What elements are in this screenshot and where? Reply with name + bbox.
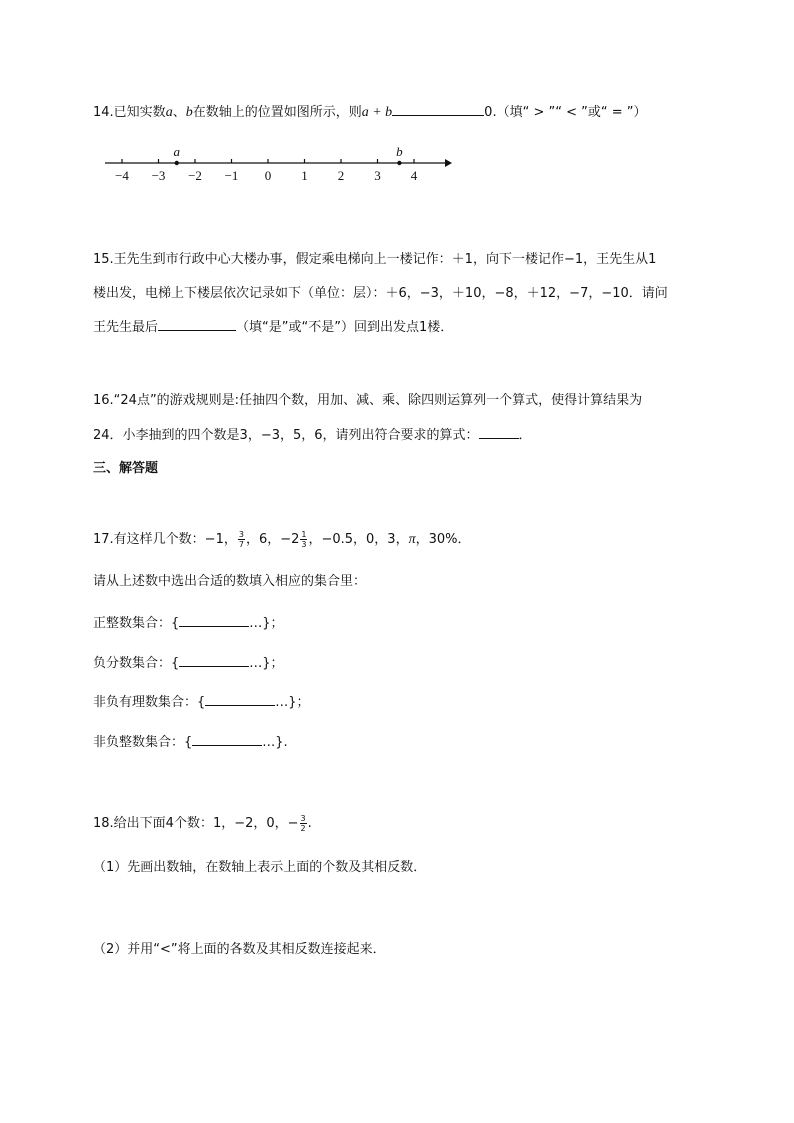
q17-instruction: 请从上述数中选出合适的数填入相应的集合里： xyxy=(93,574,367,589)
q18-end: . xyxy=(307,816,312,831)
point-b-marker xyxy=(397,161,401,165)
point-b-label: b xyxy=(396,144,403,159)
question-16-line-1: 16.“24点”的游戏规则是:任抽四个数，用加、减、乘、除四则运算列一个算式，使得计算结果为 xyxy=(93,393,643,408)
point-a-marker xyxy=(175,161,179,165)
q15-line3-prefix: 王先生最后 xyxy=(93,320,159,335)
number-line-tick-label: −3 xyxy=(151,168,166,183)
q17-middle: ，6，−2 xyxy=(245,532,300,547)
q16-answer-blank[interactable] xyxy=(479,424,519,439)
number-line-tick-label: −4 xyxy=(115,168,129,183)
number-line-tick-label: 1 xyxy=(301,168,308,183)
q18-part-1: （1）先画出数轴，在数轴上表示上面的个数及其相反数． xyxy=(93,860,427,875)
q15-answer-blank[interactable] xyxy=(158,316,236,331)
q17-set-4-blank[interactable] xyxy=(192,731,262,746)
q16-line2-suffix: ． xyxy=(518,428,532,443)
number-line-ticks xyxy=(105,144,452,183)
q14-var-a: a xyxy=(165,105,173,120)
q17-set-2-blank[interactable] xyxy=(179,652,249,667)
number-line-tick-label: 0 xyxy=(264,168,272,183)
point-a-label: a xyxy=(173,144,180,159)
q14-zero: 0 xyxy=(484,105,493,120)
q17-prefix: 17.有这样几个数：−1， xyxy=(93,532,237,547)
q18-prefix: 18.给出下面4个数：1，−2，0，− xyxy=(93,816,299,831)
section-heading-answers: 三、解答题 xyxy=(93,461,159,476)
q14-separator: 、 xyxy=(172,105,186,120)
question-18 xyxy=(93,814,312,834)
number-line-tick-label: −1 xyxy=(224,168,239,183)
q18-fraction: $\frac{3}{2}$ xyxy=(300,814,306,833)
q17-rest: ，−0.5，0，3， xyxy=(308,532,409,547)
question-16-line-2 xyxy=(93,424,532,446)
number-line-arrow-icon xyxy=(445,159,452,167)
question-15-line-2: 楼出发，电梯上下楼层依次记录如下（单位：层）：＋6，−3，＋10，−8，＋12，−7，−10．请问 xyxy=(93,286,668,301)
q17-set-nonnegative-integers: 非负整数集合：{ …}. xyxy=(93,731,288,753)
q17-set-nonnegative-rationals: 非负有理数集合：{ …}； xyxy=(93,691,310,713)
question-17 xyxy=(93,530,471,550)
q14-answer-blank[interactable] xyxy=(392,101,484,116)
q16-line2-prefix: 24．小李抽到的四个数是3，−3，5，6，请列出符合要求的算式： xyxy=(93,428,479,443)
q18-part-2: （2）并用“<”将上面的各数及其相反数连接起来． xyxy=(93,942,386,957)
number-line-tick-label: 3 xyxy=(374,168,381,183)
q17-set-negative-fractions: 负分数集合：{ …}； xyxy=(93,652,284,674)
q14-middle: 在数轴上的位置如图所示，则 xyxy=(192,105,362,120)
q14-var-b: b xyxy=(185,105,193,120)
number-line-tick-label: 4 xyxy=(410,168,418,183)
question-14 xyxy=(93,101,646,123)
q17-set-1-blank[interactable] xyxy=(179,612,249,627)
q14-number-line xyxy=(95,140,455,190)
number-line-tick-label: 2 xyxy=(337,168,345,183)
question-15-line-1: 15.王先生到市行政中心大楼办事，假定乘电梯向上一楼记作：＋1，向下一楼记作−1，王先生从1 xyxy=(93,252,657,267)
number-line-tick-label: −2 xyxy=(188,168,202,183)
q17-set-3-blank[interactable] xyxy=(205,691,275,706)
q14-suffix: .（填“ > ”“ < ”或“ = ”） xyxy=(492,105,647,120)
q15-line3-suffix: （填“是”或“不是”）回到出发点1楼． xyxy=(236,320,454,335)
question-15-line-3 xyxy=(93,316,453,338)
q17-set-positive-integers: 正整数集合：{ …}； xyxy=(93,612,284,634)
q14-expression: a + b xyxy=(361,105,393,120)
q17-pi: π xyxy=(408,532,416,547)
q17-end: ，30%． xyxy=(415,532,471,547)
q17-fraction-1: $\frac{3}{7}$ xyxy=(238,530,244,549)
q14-prefix: 14.已知实数 xyxy=(93,105,166,120)
q17-fraction-2: $\frac{1}{3}$ xyxy=(301,530,307,549)
